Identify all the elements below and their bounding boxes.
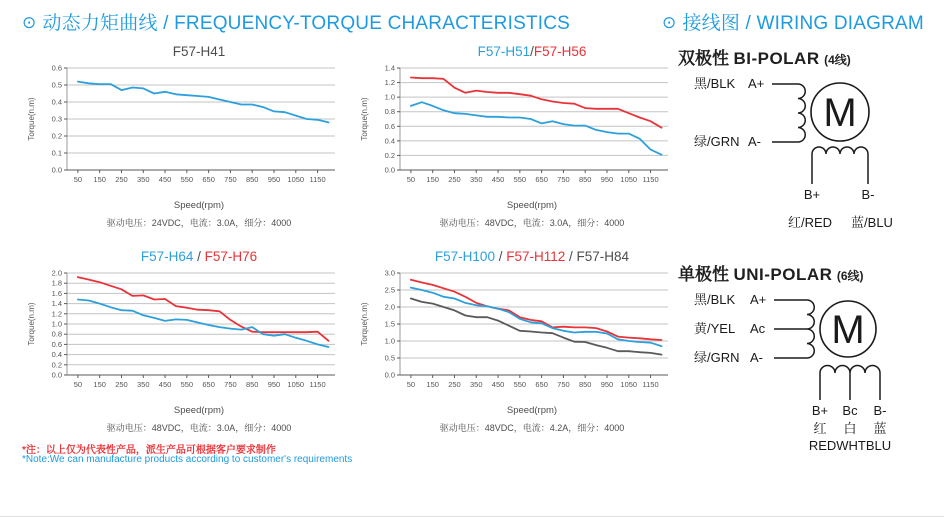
svg-text:A-: A- xyxy=(750,350,763,365)
unipolar-heading-en: UNI-POLAR xyxy=(733,265,833,284)
svg-text:黑/BLK: 黑/BLK xyxy=(694,292,736,307)
bipolar-heading xyxy=(678,44,851,69)
chart-title-part: F57-H112 xyxy=(506,249,566,264)
svg-text:A+: A+ xyxy=(748,76,765,91)
svg-text:REDWHTBLU: REDWHTBLU xyxy=(808,438,892,453)
bipolar-heading-en: BI-POLAR xyxy=(733,49,820,68)
chart-title xyxy=(25,44,345,62)
chart-title-part: F57-H76 xyxy=(204,249,258,264)
svg-text:B-: B- xyxy=(873,403,887,418)
svg-text:1150: 1150 xyxy=(309,175,326,184)
bipolar-heading-wires: (4线) xyxy=(824,53,851,67)
svg-text:50: 50 xyxy=(73,175,83,184)
svg-text:950: 950 xyxy=(267,175,281,184)
svg-text:黑/BLK: 黑/BLK xyxy=(694,76,736,91)
svg-text:550: 550 xyxy=(513,380,527,389)
svg-text:0.0: 0.0 xyxy=(51,165,62,175)
svg-text:0.4: 0.4 xyxy=(51,97,62,107)
svg-text:850: 850 xyxy=(245,175,259,184)
svg-text:Torque(n.m): Torque(n.m) xyxy=(27,97,36,141)
chart-caption: 驱动电压：48VDC，电流：3.0A，细分：4000 xyxy=(439,218,625,228)
chart-title-part: F57-H56 xyxy=(533,44,587,59)
chart-title-part: F57-H64 xyxy=(140,249,194,264)
unipolar-wiring-diagram xyxy=(678,288,928,463)
svg-text:50: 50 xyxy=(406,175,416,184)
svg-text:1.5: 1.5 xyxy=(384,319,395,329)
svg-text:750: 750 xyxy=(557,380,570,389)
svg-text:1.6: 1.6 xyxy=(51,288,62,298)
chart-f57-h51-h56 xyxy=(358,44,678,229)
wiring-diagram-section-header xyxy=(662,8,924,35)
chart-title-part: F57-H100 xyxy=(434,249,495,264)
svg-text:250: 250 xyxy=(115,175,128,184)
svg-text:Torque(n.m): Torque(n.m) xyxy=(360,302,369,346)
svg-text:550: 550 xyxy=(180,175,194,184)
section-title: 动态力矩曲线 / FREQUENCY-TORQUE CHARACTERISTICS xyxy=(42,13,571,34)
svg-text:0.4: 0.4 xyxy=(51,350,62,360)
svg-text:2.5: 2.5 xyxy=(384,285,395,295)
chart-f57-h100-h112-h84 xyxy=(358,249,678,434)
svg-text:150: 150 xyxy=(93,380,106,389)
chart-title-part: F57-H51 xyxy=(477,44,531,59)
svg-text:750: 750 xyxy=(224,380,237,389)
note-en: *Note:We can manufacture products according to customer's requirements xyxy=(22,454,353,465)
svg-text:0.8: 0.8 xyxy=(51,329,62,339)
svg-text:850: 850 xyxy=(245,380,259,389)
svg-text:0.5: 0.5 xyxy=(51,80,62,90)
svg-text:450: 450 xyxy=(158,175,172,184)
svg-text:750: 750 xyxy=(557,175,570,184)
svg-text:0.8: 0.8 xyxy=(384,107,395,117)
svg-text:A+: A+ xyxy=(750,292,767,307)
svg-text:0.5: 0.5 xyxy=(384,353,395,363)
svg-text:250: 250 xyxy=(448,380,461,389)
svg-text:1150: 1150 xyxy=(309,380,326,389)
unipolar-heading xyxy=(678,260,864,285)
chart-f57-h41 xyxy=(25,44,345,229)
chart-f57-h64-h76 xyxy=(25,249,345,434)
svg-text:350: 350 xyxy=(137,175,150,184)
svg-text:0.0: 0.0 xyxy=(384,370,395,380)
svg-text:白: 白 xyxy=(843,421,857,436)
svg-text:M: M xyxy=(823,91,857,135)
chart-caption: 驱动电压：48VDC，电流：4.2A，细分：4000 xyxy=(439,423,625,433)
x-axis-label: Speed(rpm) xyxy=(173,405,225,416)
chart-plot xyxy=(358,267,678,399)
chart-title xyxy=(358,249,678,267)
bottom-divider xyxy=(0,516,944,517)
chart-plot xyxy=(25,267,345,399)
bipolar-heading-zh: 双极性 xyxy=(678,49,729,68)
chart-title-part: / xyxy=(565,249,577,264)
svg-text:1150: 1150 xyxy=(642,175,659,184)
svg-text:350: 350 xyxy=(137,380,150,389)
svg-text:450: 450 xyxy=(491,175,505,184)
svg-text:650: 650 xyxy=(535,175,548,184)
chart-plot xyxy=(358,62,678,194)
x-axis-label: Speed(rpm) xyxy=(173,200,225,211)
chart-title-part: F57-H41 xyxy=(172,44,226,59)
svg-text:1.4: 1.4 xyxy=(384,63,395,73)
chart-title-part: F57-H84 xyxy=(576,249,630,264)
svg-text:1.2: 1.2 xyxy=(51,309,62,319)
svg-text:950: 950 xyxy=(600,175,614,184)
x-axis-label: Speed(rpm) xyxy=(506,200,558,211)
chart-title-part: / xyxy=(494,249,507,264)
svg-text:A-: A- xyxy=(748,134,761,149)
svg-text:蓝/BLU: 蓝/BLU xyxy=(851,215,893,230)
svg-text:绿/GRN: 绿/GRN xyxy=(694,134,740,149)
svg-text:1.0: 1.0 xyxy=(384,336,395,346)
svg-text:1.4: 1.4 xyxy=(51,299,62,309)
svg-text:1150: 1150 xyxy=(642,380,659,389)
svg-text:红/RED: 红/RED xyxy=(787,215,833,230)
chart-title-part: / xyxy=(193,249,205,264)
svg-text:0.6: 0.6 xyxy=(51,63,62,73)
unipolar-heading-zh: 单极性 xyxy=(678,265,729,284)
svg-text:550: 550 xyxy=(180,380,194,389)
svg-text:0.1: 0.1 xyxy=(51,148,62,158)
svg-text:B+: B+ xyxy=(811,403,829,418)
svg-text:1.2: 1.2 xyxy=(384,78,395,88)
svg-text:0.3: 0.3 xyxy=(51,114,62,124)
svg-text:0.6: 0.6 xyxy=(51,339,62,349)
svg-text:1050: 1050 xyxy=(620,175,638,184)
svg-text:650: 650 xyxy=(202,380,215,389)
chart-plot xyxy=(25,62,345,194)
svg-text:绿/GRN: 绿/GRN xyxy=(694,350,740,365)
svg-text:Torque(n.m): Torque(n.m) xyxy=(27,302,36,346)
svg-text:蓝: 蓝 xyxy=(873,421,887,436)
svg-text:1.0: 1.0 xyxy=(384,92,395,102)
svg-text:红: 红 xyxy=(813,421,827,436)
svg-text:450: 450 xyxy=(158,380,172,389)
chart-title xyxy=(358,44,678,62)
svg-text:650: 650 xyxy=(535,380,548,389)
note-zh: *注：以上仅为代表性产品，派生产品可根据客户要求制作 xyxy=(22,445,276,456)
x-axis-label: Speed(rpm) xyxy=(506,405,558,416)
svg-text:50: 50 xyxy=(73,380,83,389)
svg-text:黄/YEL: 黄/YEL xyxy=(694,321,736,336)
frequency-torque-section-header xyxy=(22,8,570,35)
svg-text:1050: 1050 xyxy=(620,380,638,389)
chart-caption: 驱动电压：48VDC，电流：3.0A，细分：4000 xyxy=(106,423,292,433)
svg-text:1.8: 1.8 xyxy=(51,278,62,288)
svg-text:450: 450 xyxy=(491,380,505,389)
svg-text:250: 250 xyxy=(448,175,461,184)
svg-text:250: 250 xyxy=(115,380,128,389)
svg-text:150: 150 xyxy=(426,380,439,389)
svg-text:0.2: 0.2 xyxy=(384,150,395,160)
svg-text:550: 550 xyxy=(513,175,527,184)
svg-text:0.2: 0.2 xyxy=(51,360,62,370)
svg-text:M: M xyxy=(831,308,865,352)
svg-text:3.0: 3.0 xyxy=(384,268,395,278)
svg-text:1050: 1050 xyxy=(287,175,305,184)
svg-text:150: 150 xyxy=(426,175,439,184)
bipolar-wiring-diagram xyxy=(678,72,928,242)
svg-text:2.0: 2.0 xyxy=(51,268,62,278)
svg-text:Bc: Bc xyxy=(842,403,858,418)
bullet-icon: ⊙ xyxy=(22,13,37,32)
svg-text:1050: 1050 xyxy=(287,380,305,389)
svg-text:150: 150 xyxy=(93,175,106,184)
svg-text:950: 950 xyxy=(267,380,281,389)
svg-text:B+: B+ xyxy=(803,187,821,202)
svg-text:650: 650 xyxy=(202,175,215,184)
svg-text:850: 850 xyxy=(578,380,592,389)
section-title: 接线图 / WIRING DIAGRAM xyxy=(682,13,924,34)
svg-text:350: 350 xyxy=(470,380,483,389)
svg-text:750: 750 xyxy=(224,175,237,184)
svg-text:Torque(n.m): Torque(n.m) xyxy=(360,97,369,141)
chart-title-part: / xyxy=(530,44,534,59)
svg-text:50: 50 xyxy=(406,380,416,389)
svg-text:Ac: Ac xyxy=(750,321,766,336)
svg-text:2.0: 2.0 xyxy=(384,302,395,312)
chart-title xyxy=(25,249,345,267)
svg-text:0.2: 0.2 xyxy=(51,131,62,141)
unipolar-heading-wires: (6线) xyxy=(836,269,864,283)
svg-text:950: 950 xyxy=(600,380,614,389)
svg-text:0.4: 0.4 xyxy=(384,136,395,146)
svg-text:1.0: 1.0 xyxy=(51,319,62,329)
svg-text:0.6: 0.6 xyxy=(384,121,395,131)
svg-text:0.0: 0.0 xyxy=(51,370,62,380)
svg-text:850: 850 xyxy=(578,175,592,184)
bullet-icon: ⊙ xyxy=(662,13,677,32)
chart-caption: 驱动电压：24VDC，电流：3.0A，细分：4000 xyxy=(106,218,292,228)
svg-text:0.0: 0.0 xyxy=(384,165,395,175)
svg-text:350: 350 xyxy=(470,175,483,184)
svg-text:B-: B- xyxy=(861,187,875,202)
